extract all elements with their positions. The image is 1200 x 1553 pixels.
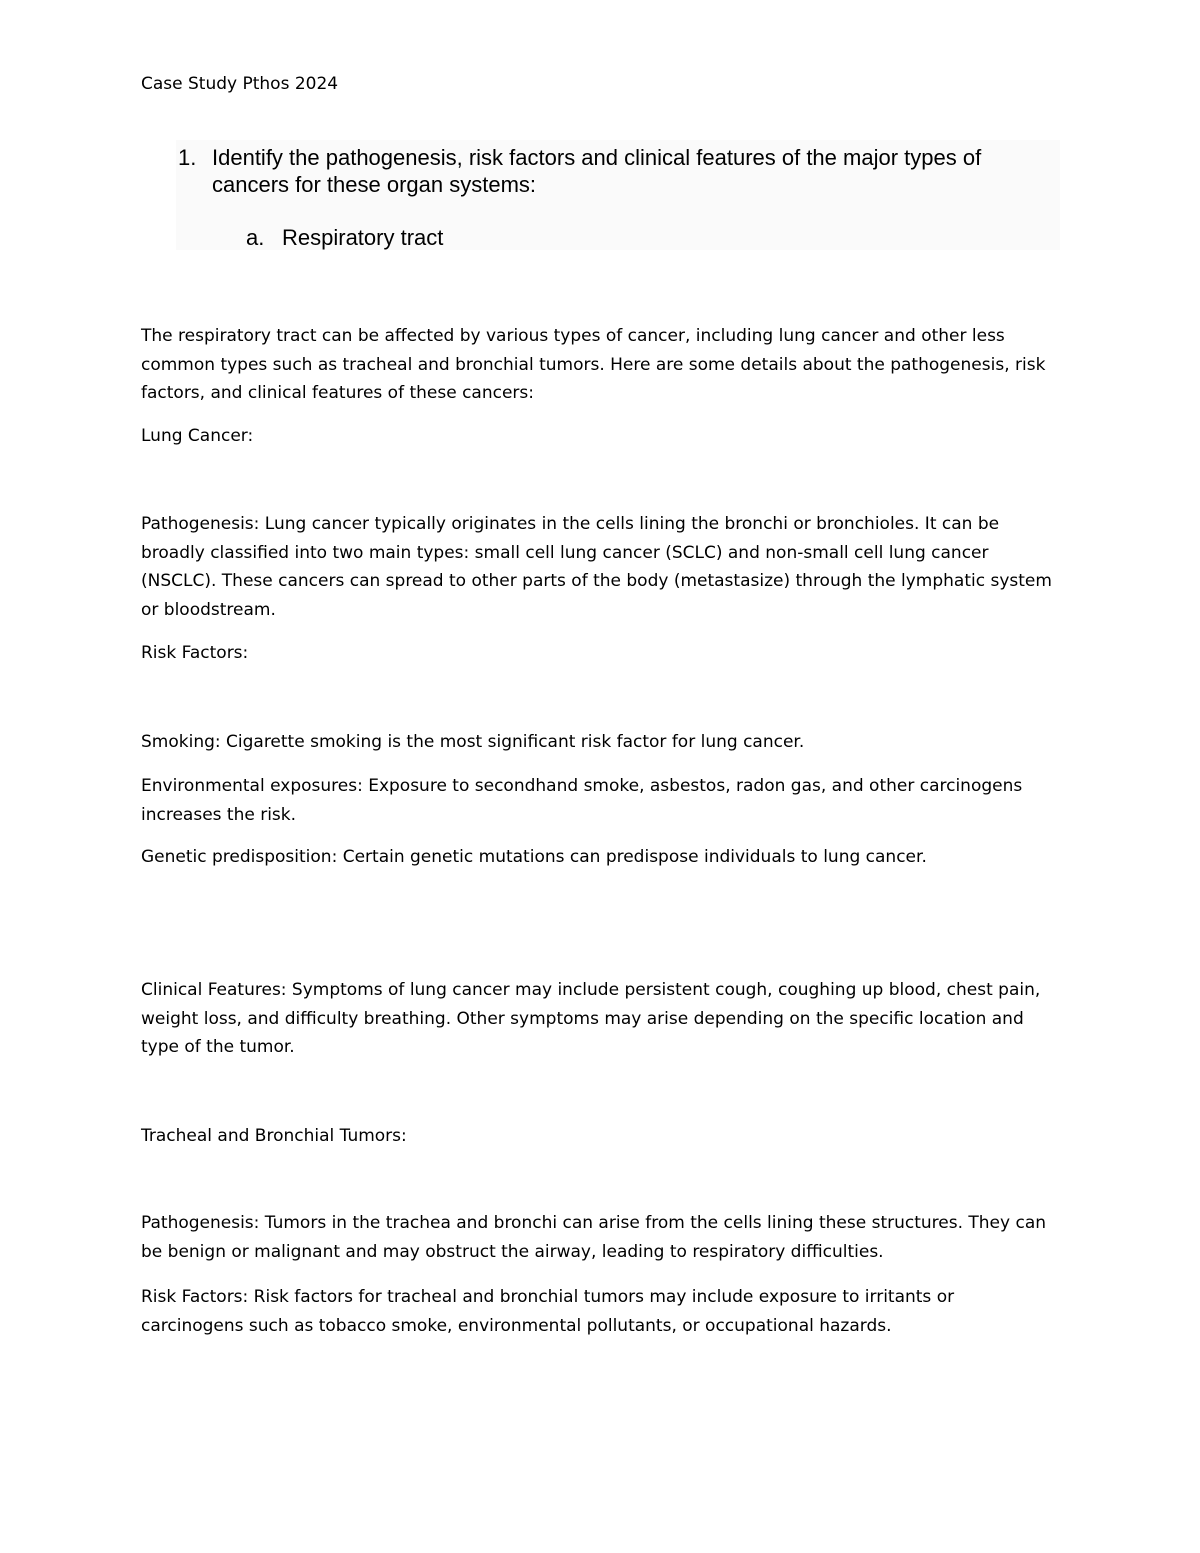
lung-cancer-heading: Lung Cancer:: [141, 426, 254, 446]
intro-paragraph: The respiratory tract can be affected by various types of cancer, including lung cancer and other less common types such as tracheal and bronchial tumors. Here are some details about the pathogenesis, risk factors, and clinical features of these cancers:: [141, 326, 1046, 403]
lung-clinical-paragraph: Clinical Features: Symptoms of lung cancer may include persistent cough, coughing up blood, chest pain, weight loss, and difficulty breathing. Other symptoms may arise depending on the specific location and type of the tumor.: [141, 980, 1041, 1057]
risk-genetic-paragraph: Genetic predisposition: Certain genetic mutations can predispose individuals to lung cancer.: [141, 847, 927, 867]
risk-smoking-paragraph: Smoking: Cigarette smoking is the most significant risk factor for lung cancer.: [141, 732, 805, 752]
question-text: Identify the pathogenesis, risk factors and clinical features of the major types of cancers for these organ systems:: [212, 145, 982, 197]
tracheal-risk-paragraph: Risk Factors: Risk factors for tracheal and bronchial tumors may include exposure to irritants or carcinogens such as tobacco smoke, environmental pollutants, or occupational hazards.: [141, 1287, 955, 1336]
sub-item-letter: a.: [246, 225, 265, 250]
tracheal-pathogenesis-paragraph: Pathogenesis: Tumors in the trachea and bronchi can arise from the cells lining these structures. They can be benign or malignant and may obstruct the airway, leading to respiratory difficulties.: [141, 1213, 1047, 1262]
risk-environmental-paragraph: Environmental exposures: Exposure to secondhand smoke, asbestos, radon gas, and other carcinogens increases the risk.: [141, 776, 1023, 825]
risk-factors-heading: Risk Factors:: [141, 643, 249, 663]
tracheal-heading: Tracheal and Bronchial Tumors:: [141, 1126, 407, 1146]
question-number: 1.: [178, 145, 197, 170]
sub-item-text: Respiratory tract: [282, 225, 444, 250]
lung-pathogenesis-paragraph: Pathogenesis: Lung cancer typically originates in the cells lining the bronchi or bronchioles. It can be broadly classified into two main types: small cell lung cancer (SCLC) and non-small cell lung cancer (NSCLC). These cancers can spread to other parts of the body (metastasize) through the lymphatic system or bloodstream.: [141, 514, 1052, 620]
document-header: Case Study Pthos 2024: [141, 74, 339, 94]
